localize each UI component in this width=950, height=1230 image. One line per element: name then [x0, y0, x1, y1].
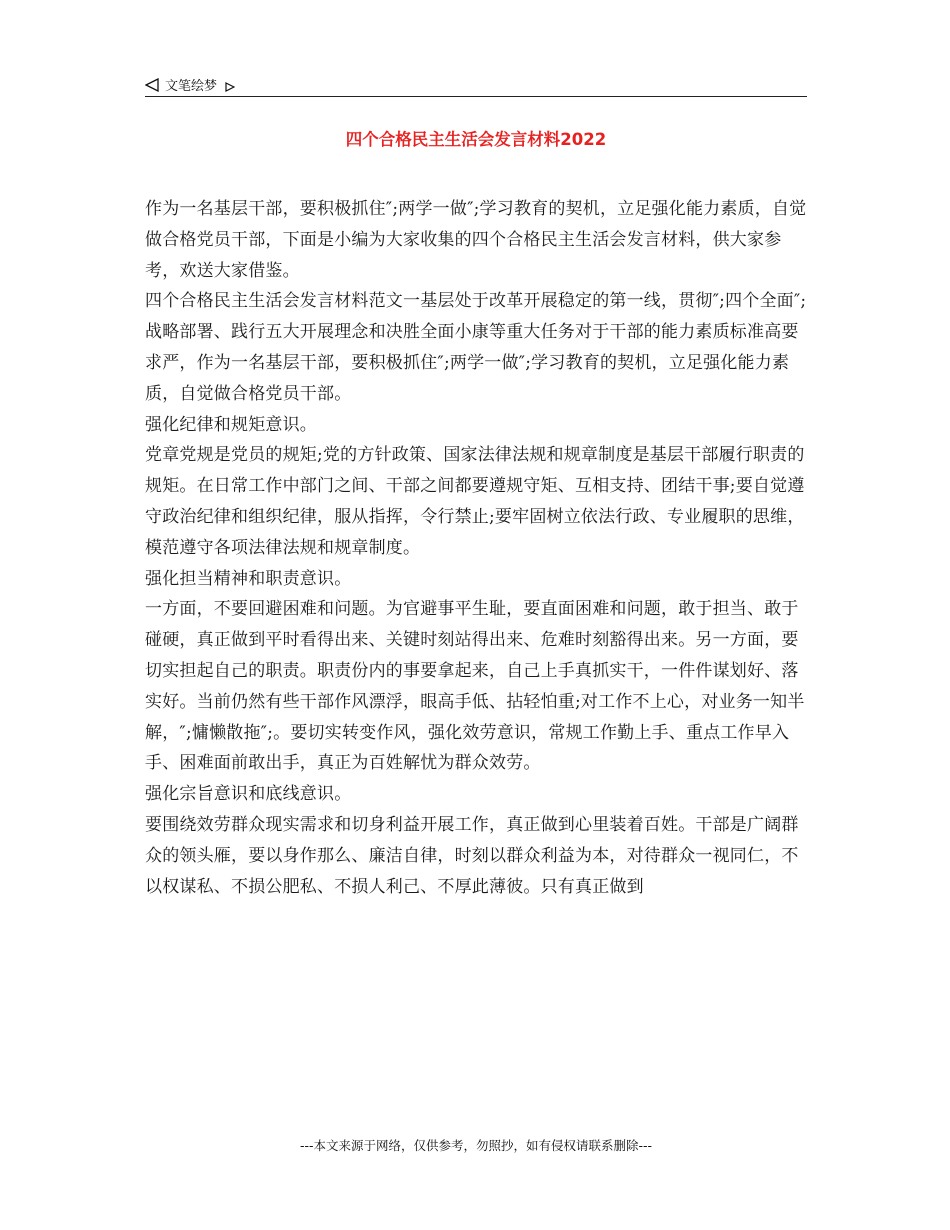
document-title: 四个合格民主生活会发言材料2022 [345, 130, 607, 149]
section-heading: 强化纪律和规矩意识。 [145, 414, 317, 435]
paragraph: 作为一名基层干部，要积极抓住″;两学一做″;学习教育的契机，立足强化能力素质，自觉做合格党员干部，下面是小编为大家收集的四个合格民主生活会发言材料，供大家参考，欢送大家借鉴。 [145, 199, 807, 281]
triangle-left-icon [145, 77, 159, 91]
triangle-right-icon [225, 77, 239, 91]
page-footer: ---本文来源于网络，仅供参考，勿照抄，如有侵权请联系删除--- [299, 1138, 653, 1153]
page-header [145, 72, 807, 97]
paragraph: 四个合格民主生活会发言材料范文一基层处于改革开展稳定的第一线，贯彻″;四个全面″;战略部署、践行五大开展理念和决胜全面小康等重大任务对于干部的能力素质标准高要求严，作为一名基层干部，要积极抓住″;两学一做″;学习教育的契机，立足强化能力素质，自觉做合格党员干部。 [145, 291, 807, 404]
document-body [145, 194, 807, 902]
section-heading: 强化宗旨意识和底线意识。 [145, 784, 352, 805]
paragraph: 要围绕效劳群众现实需求和切身利益开展工作，真正做到心里装着百姓。干部是广阔群众的领头雁，要以身作那么、廉洁自律，时刻以群众利益为本，对待群众一视同仁，不以权谋私、不损公肥私、不损人利己、不厚此薄彼。只有真正做到 [145, 814, 799, 897]
section-heading: 强化担当精神和职责意识。 [145, 568, 352, 589]
paragraph: 党章党规是党员的规矩;党的方针政策、国家法律法规和规章制度是基层干部履行职责的规矩。在日常工作中部门之间、干部之间都要遵规守矩、互相支持、团结干事;要自觉遵守政治纪律和组织纪律，服从指挥，令行禁止;要牢固树立依法行政、专业履职的思维，模范遵守各项法律法规和规章制度。 [145, 445, 805, 558]
paragraph: 一方面，不要回避困难和问题。为官避事平生耻，要直面困难和问题，敢于担当、敢于碰硬，真正做到平时看得出来、关键时刻站得出来、危难时刻豁得出来。另一方面，要切实担起自己的职责。职责份内的事要拿起来，自己上手真抓实干，一件件谋划好、落实好。当前仍然有些干部作风漂浮，眼高手低、拈轻怕重;对工作不上心，对业务一知半解，″;慵懒散拖″;。要切实转变作风，强化效劳意识，常规工作勤上手、重点工作早入手、困难面前敢出手，真正为百姓解忧为群众效劳。 [145, 599, 805, 774]
header-brand: 文笔绘梦 [165, 78, 218, 94]
